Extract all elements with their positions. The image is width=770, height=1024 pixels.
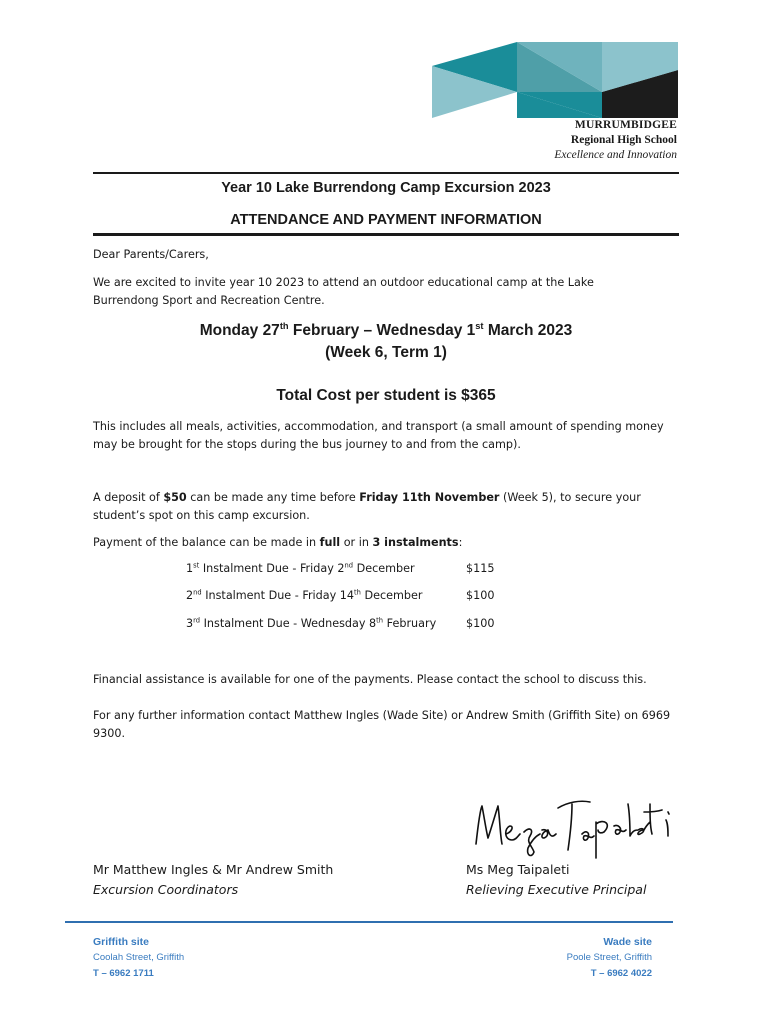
header-rule-bottom: [93, 233, 679, 236]
signer-left-name: Mr Matthew Ingles & Mr Andrew Smith: [93, 862, 334, 877]
school-name: MURRUMBIDGEE: [574, 119, 677, 131]
footer-griffith: [93, 934, 184, 982]
school-subtitle: Regional High School: [570, 134, 677, 146]
footer-griffith-phone: T – 6962 1711: [93, 968, 154, 979]
footer-griffith-address: Coolah Street, Griffith: [93, 952, 185, 963]
school-logo: [432, 42, 678, 118]
document-subtitle: ATTENDANCE AND PAYMENT INFORMATION: [230, 212, 542, 228]
footer-rule: [65, 921, 673, 923]
balance-paragraph: Payment of the balance can be made in full or in 3 instalments:: [93, 536, 463, 549]
instalment-row: 3rd Instalment Due - Wednesday 8th February $100: [186, 616, 495, 630]
signer-left: [93, 860, 333, 900]
document-title: Year 10 Lake Burrendong Camp Excursion 2023: [221, 180, 551, 196]
greeting: Dear Parents/Carers,: [93, 248, 209, 261]
intro-paragraph: We are excited to invite year 10 2023 to attend an outdoor educational camp at the Lake Burrendong Sport and Recreation Centre.: [93, 276, 594, 307]
instalment-amount: $115: [466, 562, 495, 575]
footer-wade-phone: T – 6962 4022: [590, 968, 652, 979]
signer-right-name: Ms Meg Taipaleti: [466, 862, 570, 877]
school-identity: [554, 118, 677, 163]
instalment-row: 1st Instalment Due - Friday 2nd December $115: [186, 561, 495, 575]
footer-wade: [567, 934, 652, 982]
contact-paragraph: For any further information contact Matthew Ingles (Wade Site) or Andrew Smith (Griffith Site) on 6969 9300.: [93, 709, 671, 740]
includes-paragraph: This includes all meals, activities, accommodation, and transport (a small amount of spending money may be brought for the stops during the bus journey to and from the camp).: [93, 420, 664, 451]
handwritten-signature: [472, 796, 678, 862]
footer-wade-site: Wade site: [603, 936, 652, 948]
signer-right: [466, 860, 646, 900]
camp-dates: Monday 27th February – Wednesday 1st March 2023: [199, 320, 573, 339]
instalment-amount: $100: [466, 617, 495, 630]
assistance-paragraph: Financial assistance is available for one of the payments. Please contact the school to discuss this.: [93, 673, 647, 686]
instalment-row: 2nd Instalment Due - Friday 14th December $100: [186, 588, 495, 602]
header-rule-top: [93, 172, 679, 174]
signer-left-role: Excursion Coordinators: [93, 882, 239, 897]
school-motto: Excellence and Innovation: [554, 149, 677, 161]
footer-wade-address: Poole Street, Griffith: [566, 952, 652, 963]
signer-right-role: Relieving Executive Principal: [466, 882, 647, 897]
deposit-paragraph: A deposit of $50 can be made any time before Friday 11th November (Week 5), to secure your student’s spot on this camp excursion.: [93, 491, 641, 522]
camp-week: (Week 6, Term 1): [325, 344, 447, 361]
instalment-amount: $100: [466, 589, 495, 602]
footer-griffith-site: Griffith site: [93, 936, 150, 948]
total-cost: Total Cost per student is $365: [276, 387, 496, 404]
